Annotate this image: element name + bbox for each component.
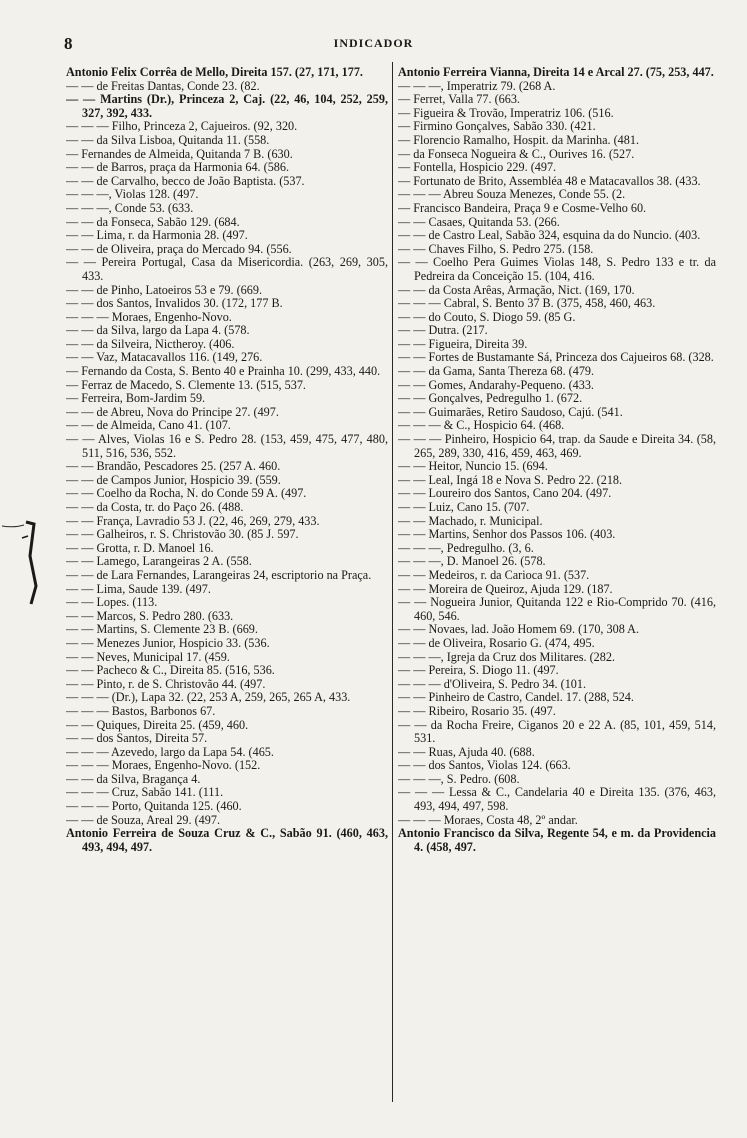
left-column <box>66 66 388 1126</box>
directory-entry: Antonio Ferreira de Souza Cruz & C., Sabão 91. (460, 463, 493, 494, 497. <box>66 826 388 854</box>
directory-entry: — — de Freitas Dantas, Conde 23. (82. <box>66 78 260 93</box>
directory-entry: — — de Oliveira, Rosario G. (474, 495. <box>398 635 595 650</box>
directory-entry: — — Pereira, S. Diogo 11. (497. <box>398 663 559 678</box>
directory-entry: — — — Filho, Princeza 2, Cajueiros. (92, 320. <box>66 119 298 134</box>
directory-entry: Antonio Ferreira Vianna, Direita 14 e Arcal 27. (75, 253, 447. <box>398 66 714 79</box>
directory-entry: — — Pacheco & C., Direita 85. (516, 536. <box>66 663 275 678</box>
directory-entry: — — —, Igreja da Cruz dos Militares. (282. <box>398 649 615 664</box>
directory-entry: — — da Gama, Santa Thereza 68. (479. <box>398 364 595 379</box>
directory-entry: — — Martins, Senhor dos Passos 106. (403. <box>398 527 616 542</box>
directory-entry: — — — Abreu Souza Menezes, Conde 55. (2. <box>398 187 626 202</box>
directory-entry: — — — Bastos, Barbonos 67. <box>66 703 216 718</box>
directory-entry: — — de Oliveira, praça do Mercado 94. (556. <box>66 241 292 256</box>
directory-entry: — — Loureiro dos Santos, Cano 204. (497. <box>398 486 612 501</box>
directory-entry: — — Vaz, Matacavallos 116. (149, 276. <box>66 350 263 365</box>
directory-entry: — — Coelho Pera Guimes Violas 148, S. Pedro 133 e tr. da Pedreira da Conceição 15. (104, 416. <box>398 255 716 283</box>
directory-entry: — Fontella, Hospicio 229. (497. <box>398 160 557 175</box>
directory-entry: — — Grotta, r. D. Manoel 16. <box>66 540 214 555</box>
directory-entry: — — da Silveira, Nictheroy. (406. <box>66 336 235 351</box>
directory-entry: — — Quiques, Direita 25. (459, 460. <box>66 717 249 732</box>
directory-entry: — — de Pinho, Latoeiros 53 e 79. (669. <box>66 282 262 297</box>
directory-entry: Antonio Francisco da Silva, Regente 54, e m. da Providencia 4. (458, 497. <box>398 826 716 854</box>
margin-mark-drawing <box>0 516 44 606</box>
directory-entry: — — —, S. Pedro. (608. <box>398 771 520 786</box>
directory-entry: — — da Rocha Freire, Ciganos 20 e 22 A. (85, 101, 459, 514, 531. <box>398 717 716 746</box>
directory-entry: — — da Silva Lisboa, Quitanda 11. (558. <box>66 132 270 147</box>
directory-entry: — — — Pinheiro, Hospicio 64, trap. da Saude e Direita 34. (58, 265, 289, 330, 416, 459, 463, 469. <box>398 432 716 460</box>
directory-entry: — Ferreira, Bom-Jardim 59. <box>66 391 206 406</box>
directory-entry: — — — Cabral, S. Bento 37 B. (375, 458, 460, 463. <box>398 296 656 311</box>
directory-entry: — — Marcos, S. Pedro 280. (633. <box>66 608 234 623</box>
directory-entry: — — Medeiros, r. da Carioca 91. (537. <box>398 567 590 582</box>
directory-entry: — — — Moraes, Engenho-Novo. (152. <box>66 758 261 773</box>
directory-entry: — — de Campos Junior, Hospicio 39. (559. <box>66 472 281 487</box>
directory-entry: — — Moreira de Queiroz, Ajuda 129. (187. <box>398 581 613 596</box>
directory-entry: — — —, D. Manoel 26. (578. <box>398 554 546 569</box>
directory-entry: — — de Souza, Areal 29. (497. <box>66 812 221 827</box>
directory-entry: — — de Abreu, Nova do Principe 27. (497. <box>66 404 279 419</box>
directory-entry: — — — Lessa & C., Candelaria 40 e Direita 135. (376, 463, 493, 494, 497, 598. <box>398 785 716 814</box>
column-divider <box>392 62 393 1102</box>
directory-entry: — — —, Conde 53. (633. <box>66 200 194 215</box>
directory-entry: — — Casaes, Quitanda 53. (266. <box>398 214 560 229</box>
directory-entry: — — Ruas, Ajuda 40. (688. <box>398 744 535 759</box>
directory-entry: — — Ribeiro, Rosario 35. (497. <box>398 703 556 718</box>
directory-entry: — — Menezes Junior, Hospicio 33. (536. <box>66 635 270 650</box>
directory-entry: — — Brandão, Pescadores 25. (257 A. 460. <box>66 459 281 474</box>
directory-entry: — — — Moraes, Engenho-Novo. <box>66 309 232 324</box>
directory-entry: — — da Silva, Bragança 4. <box>66 771 201 786</box>
directory-entry: — — —, Violas 128. (497. <box>66 187 199 202</box>
directory-entry: — Ferraz de Macedo, S. Clemente 13. (515, 537. <box>66 377 306 392</box>
directory-entry: — Firmino Gonçalves, Sabão 330. (421. <box>398 119 596 134</box>
directory-entry: — — de Barros, praça da Harmonia 64. (586. <box>66 160 290 175</box>
directory-entry: — — do Couto, S. Diogo 59. (85 G. <box>398 309 576 324</box>
directory-entry: — — Luiz, Cano 15. (707. <box>398 500 530 514</box>
directory-entry: — — da Costa Arêas, Armação, Nict. (169, 170. <box>398 282 635 297</box>
directory-entry: — — de Lara Fernandes, Larangeiras 24, escriptorio na Praça. <box>66 567 372 582</box>
directory-entry: — — — Azevedo, largo da Lapa 54. (465. <box>66 744 274 759</box>
directory-entry: — — Galheiros, r. S. Christovão 30. (85 J. 597. <box>66 527 299 542</box>
directory-entry: — — Fortes de Bustamante Sá, Princeza dos Cajueiros 68. (328. <box>398 350 714 365</box>
directory-entry: — — dos Santos, Direita 57. <box>66 731 208 746</box>
directory-entry: — — Alves, Violas 16 e S. Pedro 28. (153, 459, 475, 477, 480, 511, 516, 536, 552. <box>66 432 388 460</box>
directory-entry: — — Pereira Portugal, Casa da Misericordia. (263, 269, 305, 433. <box>66 255 388 283</box>
directory-entry: — — Lopes. (113. <box>66 595 158 610</box>
directory-entry: — — da Silva, largo da Lapa 4. (578. <box>66 323 250 338</box>
page-title: INDICADOR <box>333 36 414 50</box>
directory-entry: — Fernando da Costa, S. Bento 40 e Prainha 10. (299, 433, 440. <box>66 364 381 379</box>
directory-entry: — — Figueira, Direita 39. <box>398 336 528 351</box>
directory-entry: — — Guimarães, Retiro Saudoso, Cajú. (541. <box>398 404 623 419</box>
directory-entry: — Fortunato de Brito, Assembléa 48 e Matacavallos 38. (433. <box>398 173 701 188</box>
directory-entry: — — — & C., Hospicio 64. (468. <box>398 418 565 433</box>
directory-entry: — — Novaes, lad. João Homem 69. (170, 308 A. <box>398 622 640 637</box>
directory-entry: — — da Costa, tr. do Paço 26. (488. <box>66 500 244 514</box>
directory-entry: — — Pinheiro de Castro, Candel. 17. (288, 524. <box>398 690 634 705</box>
directory-entry: — — Neves, Municipal 17. (459. <box>66 649 230 664</box>
directory-entry: — — —, Imperatriz 79. (268 A. <box>398 78 556 93</box>
directory-entry: — — Martins (Dr.), Princeza 2, Caj. (22, 46, 104, 252, 259, 327, 392, 433. <box>66 92 388 120</box>
directory-entry: — — — Moraes, Costa 48, 2º andar. <box>398 812 578 827</box>
page-header <box>0 34 747 56</box>
directory-entry: — — — (Dr.), Lapa 32. (22, 253 A, 259, 265, 265 A, 433. <box>66 690 351 705</box>
directory-entry: — — Coelho da Rocha, N. do Conde 59 A. (497. <box>66 486 307 501</box>
directory-entry: — — Leal, Ingá 18 e Nova S. Pedro 22. (218. <box>398 472 623 487</box>
directory-entry: — — de Almeida, Cano 41. (107. <box>66 418 231 433</box>
directory-entry: — — Gonçalves, Pedregulho 1. (672. <box>398 391 583 406</box>
directory-entry: — — Lamego, Larangeiras 2 A. (558. <box>66 554 252 569</box>
directory-entry: — — Martins, S. Clemente 23 B. (669. <box>66 622 258 637</box>
directory-entry: — — dos Santos, Violas 124. (663. <box>398 758 571 773</box>
directory-entry: — da Fonseca Nogueira & C., Ourives 16. (527. <box>398 146 635 161</box>
directory-entry: — — — d'Oliveira, S. Pedro 34. (101. <box>398 676 587 691</box>
directory-entry: — — Gomes, Andarahy-Pequeno. (433. <box>398 377 594 392</box>
directory-entry: — Ferret, Valla 77. (663. <box>398 92 520 107</box>
directory-entry: — Florencio Ramalho, Hospit. da Marinha. (481. <box>398 132 640 147</box>
page-number: 8 <box>64 34 73 53</box>
directory-entry: — — — Porto, Quitanda 125. (460. <box>66 799 242 814</box>
directory-entry: — — de Carvalho, becco de João Baptista. (537. <box>66 173 305 188</box>
directory-entry: — Fernandes de Almeida, Quitanda 7 B. (630. <box>66 146 293 161</box>
directory-entry: — — —, Pedregulho. (3, 6. <box>398 540 534 555</box>
directory-entry: — — dos Santos, Invalidos 30. (172, 177 B. <box>66 296 283 311</box>
directory-entry: — — — Cruz, Sabão 141. (111. <box>66 785 224 800</box>
directory-entry: — — Nogueira Junior, Quitanda 122 e Rio-Comprido 70. (416, 460, 546. <box>398 595 716 623</box>
right-column <box>398 66 716 1126</box>
directory-entry: — — Chaves Filho, S. Pedro 275. (158. <box>398 241 594 256</box>
directory-entry: — — de Castro Leal, Sabão 324, esquina da do Nuncio. (403. <box>398 228 701 243</box>
directory-entry: — — Lima, Saude 139. (497. <box>66 581 211 596</box>
directory-entry: Antonio Felix Corrêa de Mello, Direita 157. (27, 171, 177. <box>66 66 363 79</box>
directory-entry: — — Dutra. (217. <box>398 323 488 338</box>
directory-entry: — — Pinto, r. de S. Christovão 44. (497. <box>66 676 266 691</box>
directory-entry: — — Machado, r. Municipal. <box>398 513 543 528</box>
directory-entry: — — Lima, r. da Harmonia 28. (497. <box>66 228 248 243</box>
directory-entry: — — Heitor, Nuncio 15. (694. <box>398 459 548 474</box>
directory-entry: — Figueira & Trovão, Imperatriz 106. (516. <box>398 105 614 120</box>
directory-entry: — — França, Lavradio 53 J. (22, 46, 269, 279, 433. <box>66 513 320 528</box>
directory-entry: — — da Fonseca, Sabão 129. (684. <box>66 214 240 229</box>
directory-entry: — Francisco Bandeira, Praça 9 e Cosme-Velho 60. <box>398 200 647 215</box>
